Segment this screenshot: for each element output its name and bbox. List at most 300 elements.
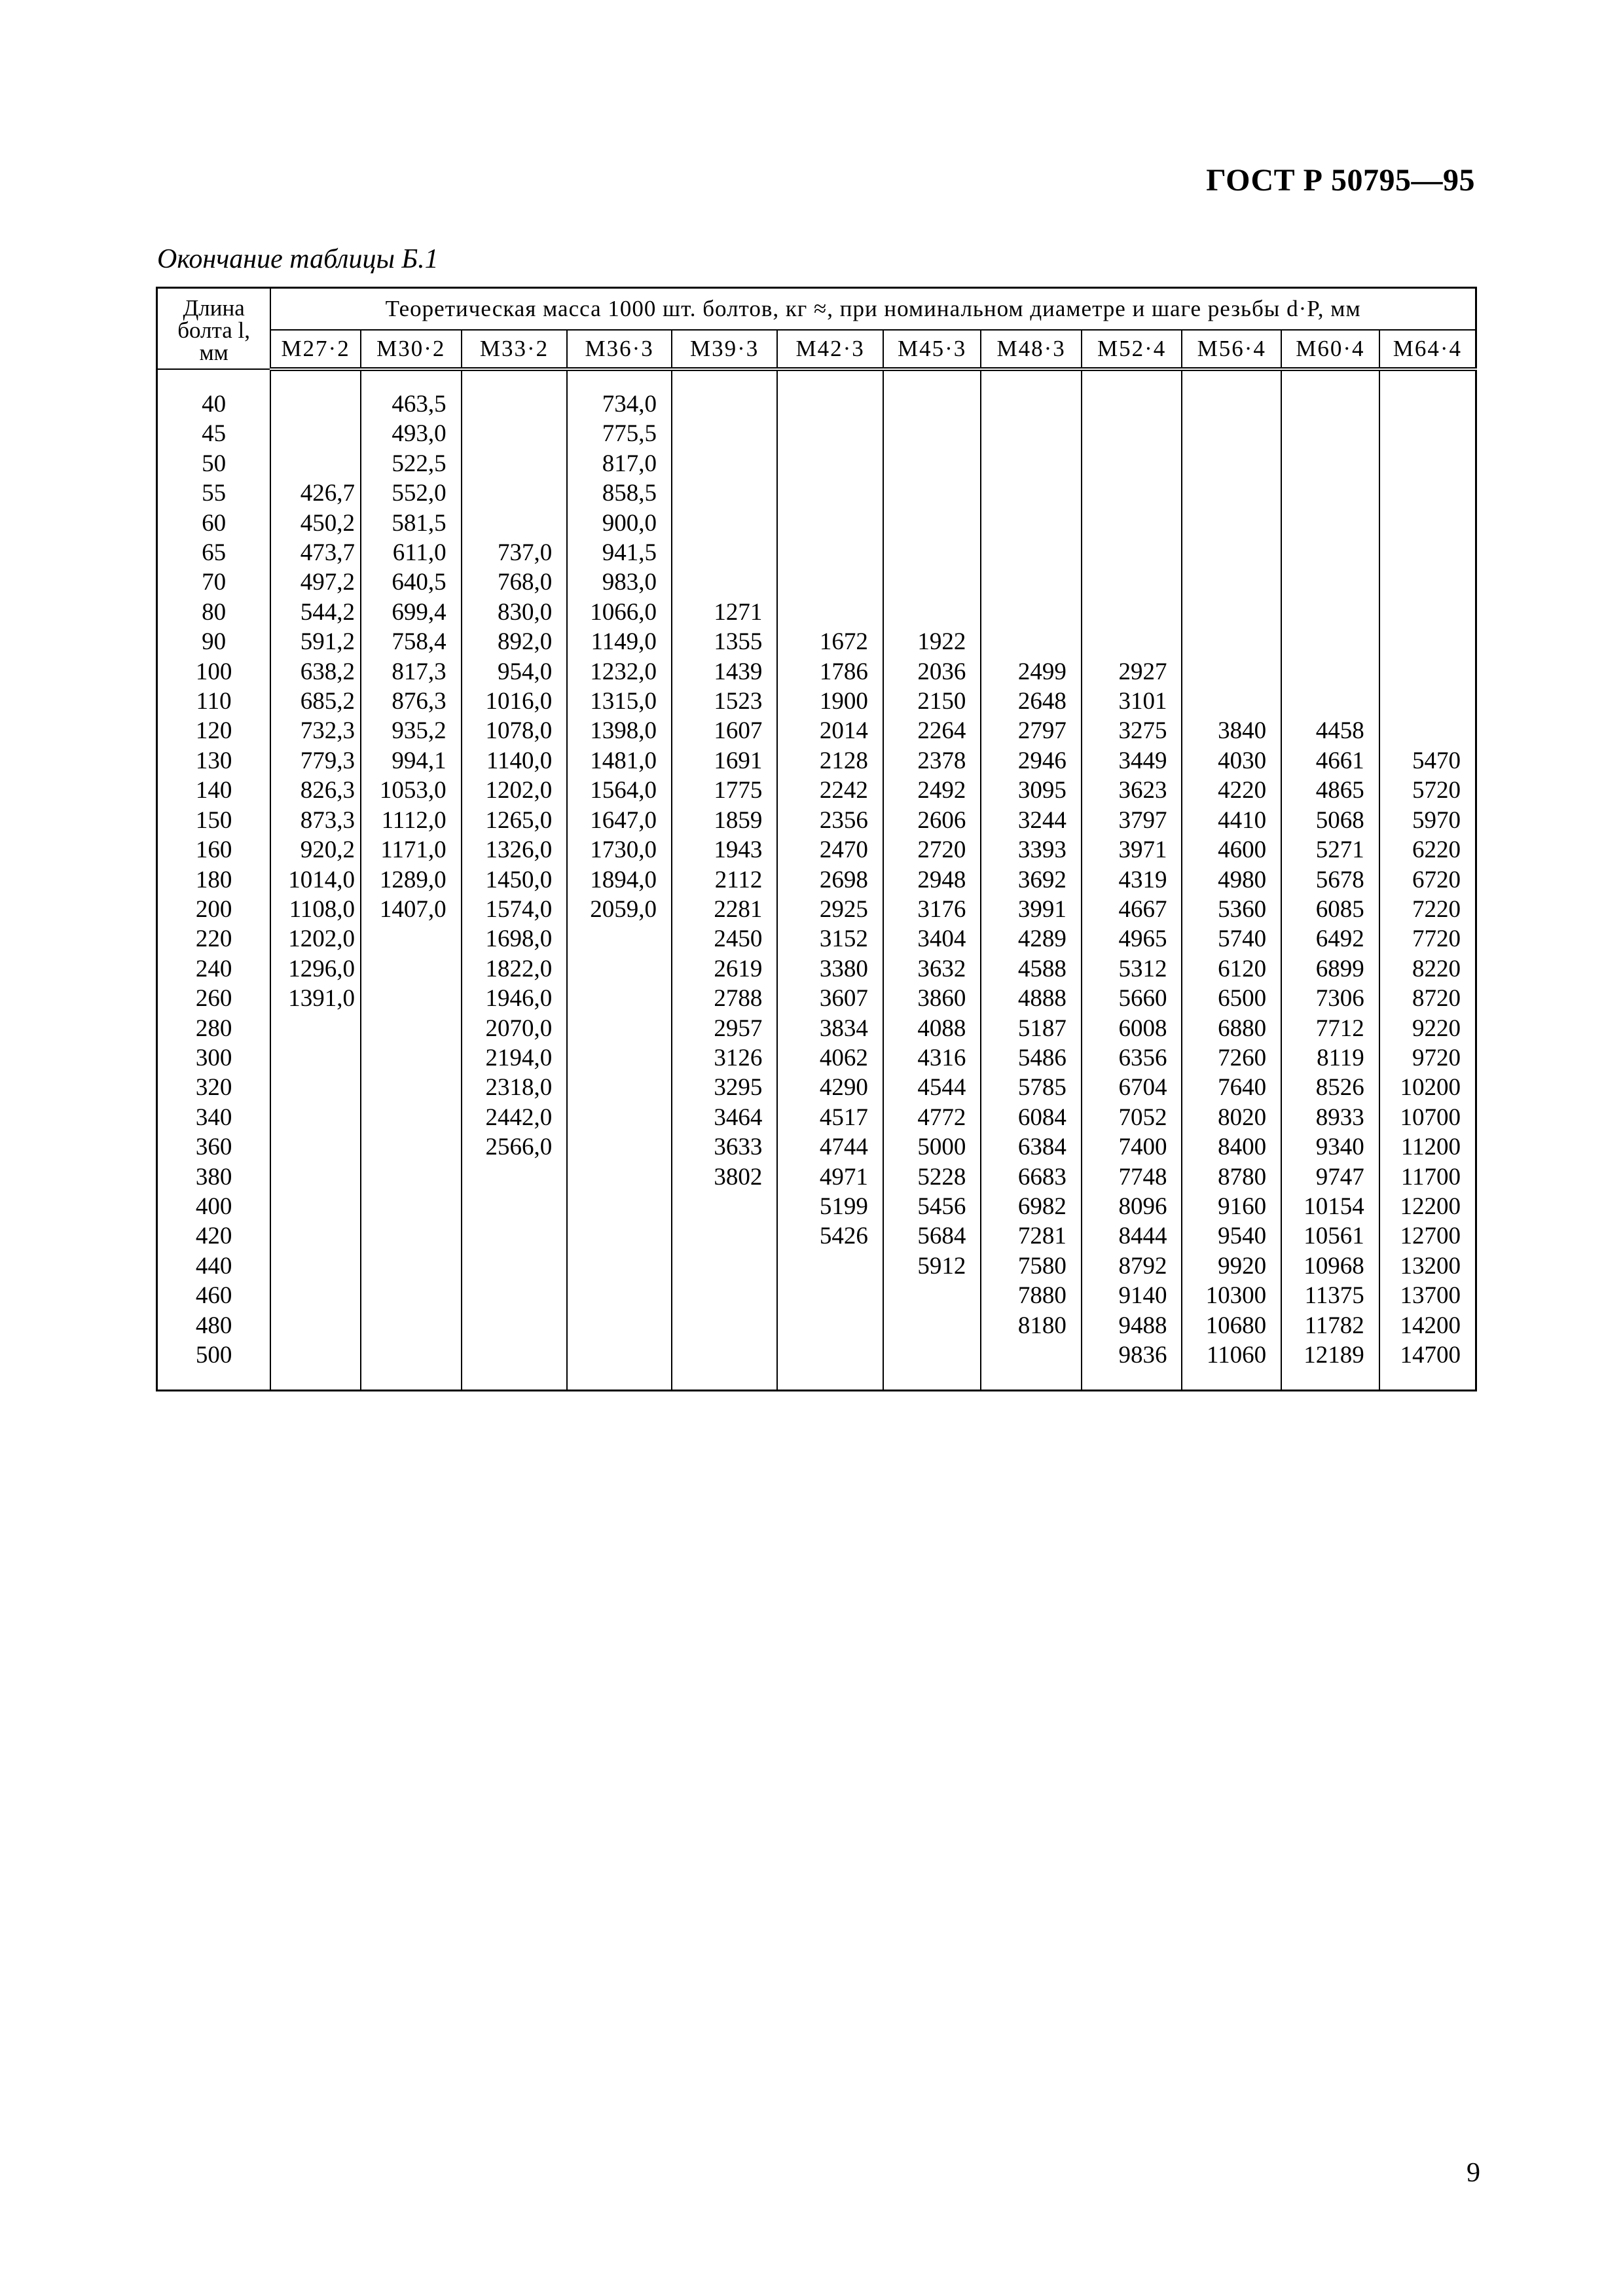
length-cell: 460 [157, 1281, 271, 1310]
mass-cell: 426,7 [270, 478, 361, 508]
mass-cell: 3840 [1182, 716, 1281, 745]
mass-cell: 11060 [1182, 1340, 1281, 1370]
mass-cell: 7281 [981, 1221, 1082, 1251]
mass-cell [270, 1043, 361, 1073]
length-cell: 100 [157, 657, 271, 687]
mass-cell: 2036 [883, 657, 981, 687]
mass-cell [361, 1221, 462, 1251]
mass-cell [1281, 567, 1379, 597]
mass-cell: 1315,0 [567, 687, 672, 716]
mass-cell [462, 1340, 568, 1370]
mass-cell [361, 1281, 462, 1310]
mass-cell: 1271 [672, 598, 777, 627]
mass-cell: 4410 [1182, 806, 1281, 835]
table-row [157, 806, 1476, 835]
mass-cell [883, 449, 981, 478]
mass-cell [1379, 627, 1476, 656]
table-row [157, 687, 1476, 716]
mass-cell [361, 1192, 462, 1221]
table-row [157, 1014, 1476, 1043]
mass-cell: 1078,0 [462, 716, 568, 745]
table-row [157, 389, 1476, 419]
mass-cell [981, 567, 1082, 597]
mass-cell: 994,1 [361, 746, 462, 776]
mass-cell [1182, 598, 1281, 627]
mass-cell: 2070,0 [462, 1014, 568, 1043]
mass-cell: 7400 [1082, 1132, 1182, 1162]
mass-cell: 3101 [1082, 687, 1182, 716]
mass-cell: 10680 [1182, 1311, 1281, 1340]
length-cell: 300 [157, 1043, 271, 1073]
mass-cell [567, 1192, 672, 1221]
mass-cell: 3797 [1082, 806, 1182, 835]
mass-cell: 1232,0 [567, 657, 672, 687]
table-row [157, 895, 1476, 924]
mass-cell [1182, 567, 1281, 597]
mass-cell: 6384 [981, 1132, 1082, 1162]
mass-cell [1182, 687, 1281, 716]
mass-cell: 4980 [1182, 865, 1281, 895]
mass-cell [1379, 419, 1476, 448]
mass-cell: 5678 [1281, 865, 1379, 895]
mass-cell [361, 924, 462, 954]
mass-cell: 5912 [883, 1251, 981, 1281]
length-cell: 200 [157, 895, 271, 924]
tail-cell [777, 1370, 883, 1391]
mass-cell: 11375 [1281, 1281, 1379, 1310]
mass-cell: 4965 [1082, 924, 1182, 954]
mass-cell: 5199 [777, 1192, 883, 1221]
mass-cell: 1202,0 [462, 776, 568, 805]
mass-cell: 4588 [981, 954, 1082, 984]
mass-cell: 7748 [1082, 1162, 1182, 1192]
mass-cell: 3095 [981, 776, 1082, 805]
mass-cell [1182, 509, 1281, 538]
mass-cell [883, 1340, 981, 1370]
mass-cell: 935,2 [361, 716, 462, 745]
mass-cell: 1289,0 [361, 865, 462, 895]
mass-cell: 3464 [672, 1103, 777, 1132]
table-row [157, 1251, 1476, 1281]
mass-cell [270, 1162, 361, 1192]
mass-cell: 2648 [981, 687, 1082, 716]
mass-cell: 7306 [1281, 984, 1379, 1013]
mass-cell: 2492 [883, 776, 981, 805]
mass-cell: 1391,0 [270, 984, 361, 1013]
spacer-cell [883, 369, 981, 389]
mass-cell: 3404 [883, 924, 981, 954]
mass-cell: 1326,0 [462, 835, 568, 865]
mass-cell: 858,5 [567, 478, 672, 508]
mass-cell [981, 627, 1082, 656]
mass-cell: 2356 [777, 806, 883, 835]
mass-cell [672, 419, 777, 448]
mass-cell [883, 567, 981, 597]
mass-cell: 1922 [883, 627, 981, 656]
column-header-m30: М30·2 [361, 330, 462, 369]
table-row [157, 598, 1476, 627]
mass-cell [672, 1311, 777, 1340]
mass-cell: 2450 [672, 924, 777, 954]
mass-cell: 2619 [672, 954, 777, 984]
mass-cell [462, 449, 568, 478]
mass-cell [462, 1251, 568, 1281]
mass-cell: 734,0 [567, 389, 672, 419]
length-cell: 420 [157, 1221, 271, 1251]
mass-cell: 473,7 [270, 538, 361, 567]
table-row [157, 924, 1476, 954]
mass-cell [1082, 567, 1182, 597]
mass-cell: 1786 [777, 657, 883, 687]
length-cell: 220 [157, 924, 271, 954]
mass-cell [1082, 419, 1182, 448]
mass-cell [1182, 419, 1281, 448]
mass-cell: 1112,0 [361, 806, 462, 835]
mass-cell [883, 598, 981, 627]
mass-cell [462, 1221, 568, 1251]
length-cell: 380 [157, 1162, 271, 1192]
length-cell: 320 [157, 1073, 271, 1102]
mass-cell: 4971 [777, 1162, 883, 1192]
table-row [157, 567, 1476, 597]
mass-cell: 8220 [1379, 954, 1476, 984]
spacer-cell [1379, 369, 1476, 389]
mass-cell: 2788 [672, 984, 777, 1013]
table-row [157, 449, 1476, 478]
mass-cell [1379, 538, 1476, 567]
mass-cell: 2378 [883, 746, 981, 776]
mass-cell: 9540 [1182, 1221, 1281, 1251]
mass-cell: 9340 [1281, 1132, 1379, 1162]
mass-cell [981, 478, 1082, 508]
mass-cell: 552,0 [361, 478, 462, 508]
table-body [157, 369, 1476, 1391]
table-row [157, 1103, 1476, 1132]
column-header-m64: М64·4 [1379, 330, 1476, 369]
length-cell: 440 [157, 1251, 271, 1281]
mass-cell [672, 509, 777, 538]
mass-cell [567, 1014, 672, 1043]
mass-cell: 2797 [981, 716, 1082, 745]
mass-cell [1182, 449, 1281, 478]
mass-cell [1082, 627, 1182, 656]
mass-cell [270, 1311, 361, 1340]
mass-cell: 3623 [1082, 776, 1182, 805]
column-header-m42: М42·3 [777, 330, 883, 369]
mass-cell: 2059,0 [567, 895, 672, 924]
mass-cell: 5720 [1379, 776, 1476, 805]
mass-cell: 3834 [777, 1014, 883, 1043]
mass-cell: 7712 [1281, 1014, 1379, 1043]
mass-cell [883, 478, 981, 508]
mass-cell: 1691 [672, 746, 777, 776]
mass-cell: 8119 [1281, 1043, 1379, 1073]
mass-cell [1182, 538, 1281, 567]
mass-cell: 4661 [1281, 746, 1379, 776]
mass-cell [1379, 716, 1476, 745]
table-row [157, 835, 1476, 865]
mass-cell [567, 1132, 672, 1162]
mass-cell: 817,0 [567, 449, 672, 478]
mass-cell [672, 538, 777, 567]
mass-cell [567, 1251, 672, 1281]
mass-cell: 758,4 [361, 627, 462, 656]
length-cell: 110 [157, 687, 271, 716]
mass-cell: 3176 [883, 895, 981, 924]
table-caption: Окончание таблицы Б.1 [157, 244, 439, 274]
mass-cell [981, 419, 1082, 448]
mass-cell: 5785 [981, 1073, 1082, 1102]
length-cell: 45 [157, 419, 271, 448]
length-cell: 480 [157, 1311, 271, 1340]
mass-cell [1379, 657, 1476, 687]
mass-cell: 5360 [1182, 895, 1281, 924]
mass-cell: 900,0 [567, 509, 672, 538]
mass-cell: 1016,0 [462, 687, 568, 716]
mass-cell: 1066,0 [567, 598, 672, 627]
mass-cell: 4289 [981, 924, 1082, 954]
spacer-cell [567, 369, 672, 389]
column-header-m36: М36·3 [567, 330, 672, 369]
mass-cell [567, 1221, 672, 1251]
mass-cell: 497,2 [270, 567, 361, 597]
mass-cell: 5000 [883, 1132, 981, 1162]
mass-cell [270, 1014, 361, 1043]
table-spacer-row [157, 369, 1476, 389]
mass-cell: 5486 [981, 1043, 1082, 1073]
mass-cell [462, 1162, 568, 1192]
mass-cell [1082, 509, 1182, 538]
mass-cell: 10700 [1379, 1103, 1476, 1132]
mass-cell: 4772 [883, 1103, 981, 1132]
table-row [157, 1073, 1476, 1102]
mass-cell [270, 1281, 361, 1310]
mass-cell: 954,0 [462, 657, 568, 687]
mass-cell: 6084 [981, 1103, 1082, 1132]
mass-cell: 826,3 [270, 776, 361, 805]
mass-cell: 9747 [1281, 1162, 1379, 1192]
length-cell: 360 [157, 1132, 271, 1162]
mass-cell [361, 1014, 462, 1043]
mass-cell: 2698 [777, 865, 883, 895]
mass-cell: 3633 [672, 1132, 777, 1162]
spacer-cell [270, 369, 361, 389]
tail-cell [981, 1370, 1082, 1391]
mass-cell [1379, 478, 1476, 508]
mass-cell [1082, 538, 1182, 567]
table-row [157, 954, 1476, 984]
mass-cell: 6220 [1379, 835, 1476, 865]
mass-cell [1281, 627, 1379, 656]
mass-cell [361, 954, 462, 984]
mass-cell: 699,4 [361, 598, 462, 627]
mass-cell: 522,5 [361, 449, 462, 478]
length-cell: 60 [157, 509, 271, 538]
mass-cell [672, 567, 777, 597]
mass-cell: 4062 [777, 1043, 883, 1073]
mass-cell: 1822,0 [462, 954, 568, 984]
mass-cell: 3607 [777, 984, 883, 1013]
mass-cell [1281, 598, 1379, 627]
length-cell: 280 [157, 1014, 271, 1043]
mass-cell [1379, 509, 1476, 538]
mass-cell [361, 1103, 462, 1132]
mass-cell: 3802 [672, 1162, 777, 1192]
mass-cell: 2281 [672, 895, 777, 924]
mass-cell [672, 1251, 777, 1281]
length-header-line-1: Длина [183, 295, 245, 321]
mass-cell: 2442,0 [462, 1103, 568, 1132]
mass-cell: 8096 [1082, 1192, 1182, 1221]
length-cell: 240 [157, 954, 271, 984]
mass-cell: 3860 [883, 984, 981, 1013]
mass-cell: 2566,0 [462, 1132, 568, 1162]
mass-cell [883, 1281, 981, 1310]
length-cell: 130 [157, 746, 271, 776]
table-row [157, 1192, 1476, 1221]
mass-cell: 10154 [1281, 1192, 1379, 1221]
mass-cell [1281, 449, 1379, 478]
mass-cell: 7720 [1379, 924, 1476, 954]
mass-cell: 11782 [1281, 1311, 1379, 1340]
mass-cell: 1523 [672, 687, 777, 716]
mass-cell: 8020 [1182, 1103, 1281, 1132]
table-row [157, 776, 1476, 805]
mass-cell: 779,3 [270, 746, 361, 776]
mass-cell: 876,3 [361, 687, 462, 716]
mass-cell: 732,3 [270, 716, 361, 745]
mass-cell: 10300 [1182, 1281, 1281, 1310]
table-row [157, 1043, 1476, 1073]
mass-cell: 2925 [777, 895, 883, 924]
mass-cell: 920,2 [270, 835, 361, 865]
mass-cell [981, 538, 1082, 567]
mass-cell: 5068 [1281, 806, 1379, 835]
mass-cell: 8720 [1379, 984, 1476, 1013]
mass-cell: 611,0 [361, 538, 462, 567]
mass-cell: 2948 [883, 865, 981, 895]
mass-cell: 638,2 [270, 657, 361, 687]
mass-cell [981, 1340, 1082, 1370]
mass-cell: 6492 [1281, 924, 1379, 954]
mass-cell: 1481,0 [567, 746, 672, 776]
mass-cell [777, 538, 883, 567]
mass-cell [672, 449, 777, 478]
mass-cell [1379, 598, 1476, 627]
spacer-cell [361, 369, 462, 389]
length-cell: 65 [157, 538, 271, 567]
mass-cell [777, 598, 883, 627]
mass-cell [462, 419, 568, 448]
mass-cell: 2957 [672, 1014, 777, 1043]
mass-cell: 7052 [1082, 1103, 1182, 1132]
mass-cell: 6008 [1082, 1014, 1182, 1043]
mass-cell: 14700 [1379, 1340, 1476, 1370]
mass-cell [672, 389, 777, 419]
mass-cell: 1149,0 [567, 627, 672, 656]
mass-cell: 10968 [1281, 1251, 1379, 1281]
table-row [157, 509, 1476, 538]
mass-cell: 4458 [1281, 716, 1379, 745]
mass-cell: 463,5 [361, 389, 462, 419]
mass-cell: 8933 [1281, 1103, 1379, 1132]
table-row [157, 984, 1476, 1013]
mass-cell: 873,3 [270, 806, 361, 835]
mass-cell: 1698,0 [462, 924, 568, 954]
mass-cell: 13200 [1379, 1251, 1476, 1281]
length-cell: 160 [157, 835, 271, 865]
mass-cell [567, 1073, 672, 1102]
mass-cell: 591,2 [270, 627, 361, 656]
mass-cell: 2242 [777, 776, 883, 805]
mass-cell: 9920 [1182, 1251, 1281, 1281]
length-cell: 400 [157, 1192, 271, 1221]
mass-cell [1281, 509, 1379, 538]
mass-cell [1182, 657, 1281, 687]
mass-cell: 4290 [777, 1073, 883, 1102]
mass-cell: 4667 [1082, 895, 1182, 924]
mass-cell: 5228 [883, 1162, 981, 1192]
spacer-cell [777, 369, 883, 389]
mass-cell [777, 1311, 883, 1340]
mass-cell [567, 1340, 672, 1370]
mass-cell: 5271 [1281, 835, 1379, 865]
mass-cell [567, 1162, 672, 1192]
mass-cell: 2499 [981, 657, 1082, 687]
mass-cell: 9220 [1379, 1014, 1476, 1043]
mass-cell: 6704 [1082, 1073, 1182, 1102]
mass-cell [567, 984, 672, 1013]
mass-cell [270, 449, 361, 478]
mass-cell [567, 954, 672, 984]
mass-cell: 544,2 [270, 598, 361, 627]
mass-cell [270, 1251, 361, 1281]
table-row [157, 1221, 1476, 1251]
mass-cell: 1108,0 [270, 895, 361, 924]
mass-cell [1182, 389, 1281, 419]
mass-cell: 6899 [1281, 954, 1379, 984]
length-cell: 120 [157, 716, 271, 745]
mass-cell: 2150 [883, 687, 981, 716]
mass-cell: 1775 [672, 776, 777, 805]
tail-cell [361, 1370, 462, 1391]
mass-cell [981, 509, 1082, 538]
mass-cell: 1296,0 [270, 954, 361, 984]
mass-cell: 1053,0 [361, 776, 462, 805]
mass-cell: 4888 [981, 984, 1082, 1013]
mass-cell [270, 389, 361, 419]
mass-cell: 8444 [1082, 1221, 1182, 1251]
mass-cell: 4319 [1082, 865, 1182, 895]
length-cell: 80 [157, 598, 271, 627]
mass-cell [1082, 478, 1182, 508]
mass-cell [1379, 567, 1476, 597]
tail-cell [1082, 1370, 1182, 1391]
mass-cell [567, 1103, 672, 1132]
mass-cell: 1607 [672, 716, 777, 745]
mass-cell: 5660 [1082, 984, 1182, 1013]
mass-cell: 1894,0 [567, 865, 672, 895]
mass-cell: 8780 [1182, 1162, 1281, 1192]
mass-cell [361, 1340, 462, 1370]
mass-cell: 3971 [1082, 835, 1182, 865]
length-cell: 500 [157, 1340, 271, 1370]
spacer-cell [462, 369, 568, 389]
mass-cell: 4744 [777, 1132, 883, 1162]
mass-cell [1281, 419, 1379, 448]
table-row [157, 478, 1476, 508]
spacer-cell [1281, 369, 1379, 389]
